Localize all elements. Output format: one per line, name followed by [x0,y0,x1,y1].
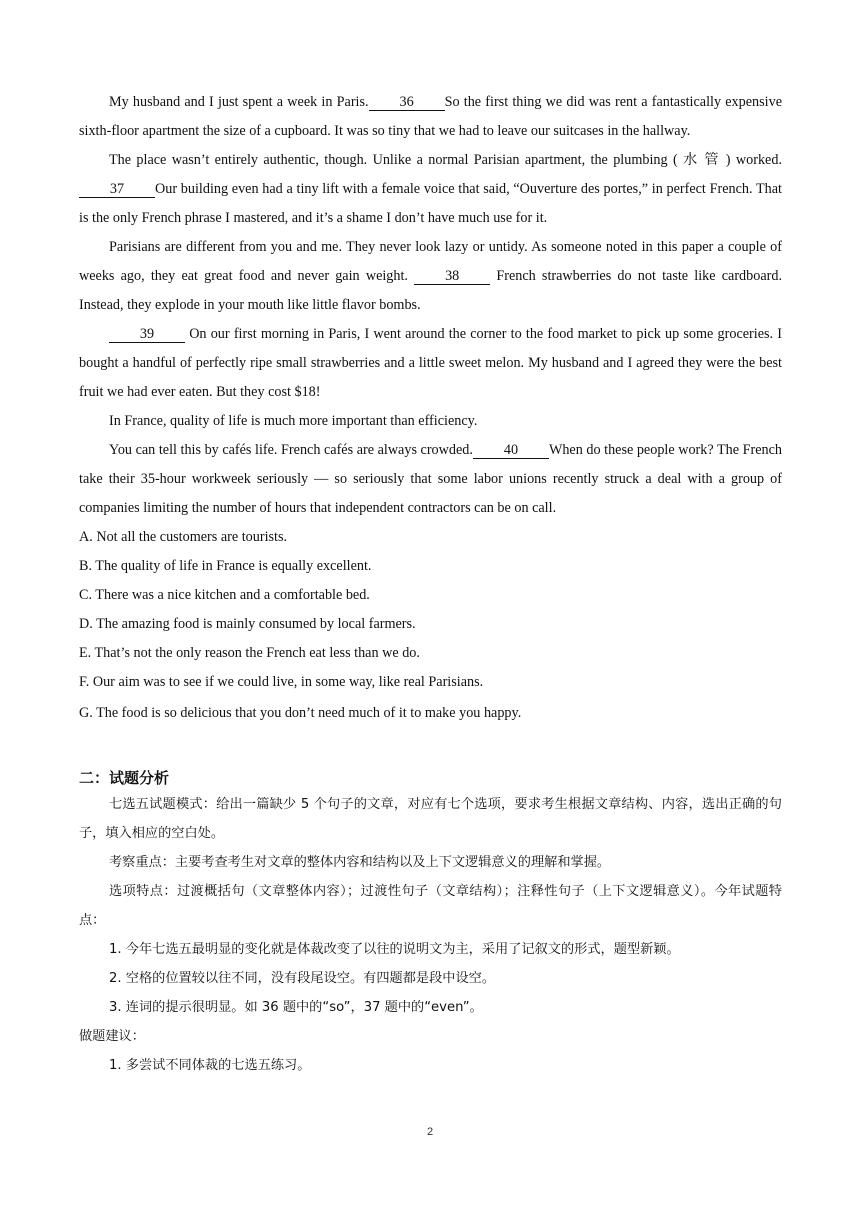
document-page [79,88,782,1080]
text: My husband and I just spent a week in Paris. [109,94,369,110]
text: The place wasn’t entirely authentic, though. Unlike a normal Parisian apartment, the plumbing ( 水 管 ) worked. [109,152,782,168]
text: Our building even had a tiny lift with a female voice that said, “Ouverture des portes,” in perfect French. That is the only French phrase I mastered, and it’s a shame I don’t have much use for it. [79,181,782,226]
blank-38: 38 [414,268,490,285]
paragraph-4 [79,320,782,407]
blank-36: 36 [369,94,445,111]
analysis-mode: 七选五试题模式：给出一篇缺少 5 个句子的文章，对应有七个选项，要求考生根据文章结构、内容，选出正确的句子，填入相应的空白处。 [79,797,782,841]
paragraph-6 [79,436,782,523]
page-number: 2 [426,1126,434,1138]
text: French strawberries do not taste like cardboard. Instead, they explode in your mouth like little flavor bombs. [79,268,782,313]
advice-label: 做题建议： [79,1029,145,1044]
paragraph-1 [79,88,782,146]
blank-39: 39 [109,326,185,343]
text: Parisians are different from you and me. They never look lazy or untidy. As someone noted in this paper a couple of weeks ago, they eat great food and never gain weight. [79,239,782,284]
option-f: F. Our aim was to see if we could live, in some way, like real Parisians. [79,674,484,690]
text: 今年试题特点： [79,884,782,928]
analysis-focus: 考察重点：主要考查考生对文章的整体内容和结构以及上下文逻辑意义的理解和掌握。 [109,855,611,870]
option-c: C. There was a nice kitchen and a comfortable bed. [79,587,370,603]
blank-40: 40 [473,442,549,459]
point-2: 2. 空格的位置较以往不同，没有段尾设空。有四题都是段中设空。 [109,971,496,986]
point-1: 1. 今年七选五最明显的变化就是体裁改变了以往的说明文为主，采用了记叙文的形式，题型新颖。 [109,942,680,957]
section-heading: 二：试题分析 [79,769,170,787]
advice-1: 1. 多尝试不同体裁的七选五练习。 [109,1058,311,1073]
text: 选项特点：过渡概括句（文章整体内容）；过渡性句子（文章结构）；注释性句子（上下文逻辑意义）。 [109,884,715,899]
option-a: A. Not all the customers are tourists. [79,529,288,545]
paragraph-3 [79,233,782,320]
paragraph-5: In France, quality of life is much more important than efficiency. [109,413,478,429]
paragraph-2 [79,146,782,233]
option-e: E. That’s not the only reason the French eat less than we do. [79,645,420,661]
text: So the first thing we did was rent a fantastically expensive sixth-floor apartment the size of a cupboard. It was so tiny that we had to leave our suitcases in the hallway. [79,94,782,139]
option-d: D. The amazing food is mainly consumed by local farmers. [79,616,416,632]
text: You can tell this by cafés life. French cafés are always crowded. [109,442,473,458]
text: When do these people work? The French take their 35-hour workweek seriously — so seriously that some labor unions recently struck a deal with a group of companies limiting the number of hours that independent contractors can be on call. [79,442,782,516]
option-b: B. The quality of life in France is equally excellent. [79,558,372,574]
blank-37: 37 [79,181,155,198]
point-3: 3. 连词的提示很明显。如 36 题中的“so”，37 题中的“even”。 [109,1000,483,1015]
option-g: G. The food is so delicious that you don’t need much of it to make you happy. [79,705,522,721]
analysis-features [79,877,782,935]
text: On our first morning in Paris, I went around the corner to the food market to pick up some groceries. I bought a handful of perfectly ripe small strawberries and a little sweet melon. My husband and I agreed they were the best fruit we had ever eaten. But they cost $18! [79,326,782,400]
